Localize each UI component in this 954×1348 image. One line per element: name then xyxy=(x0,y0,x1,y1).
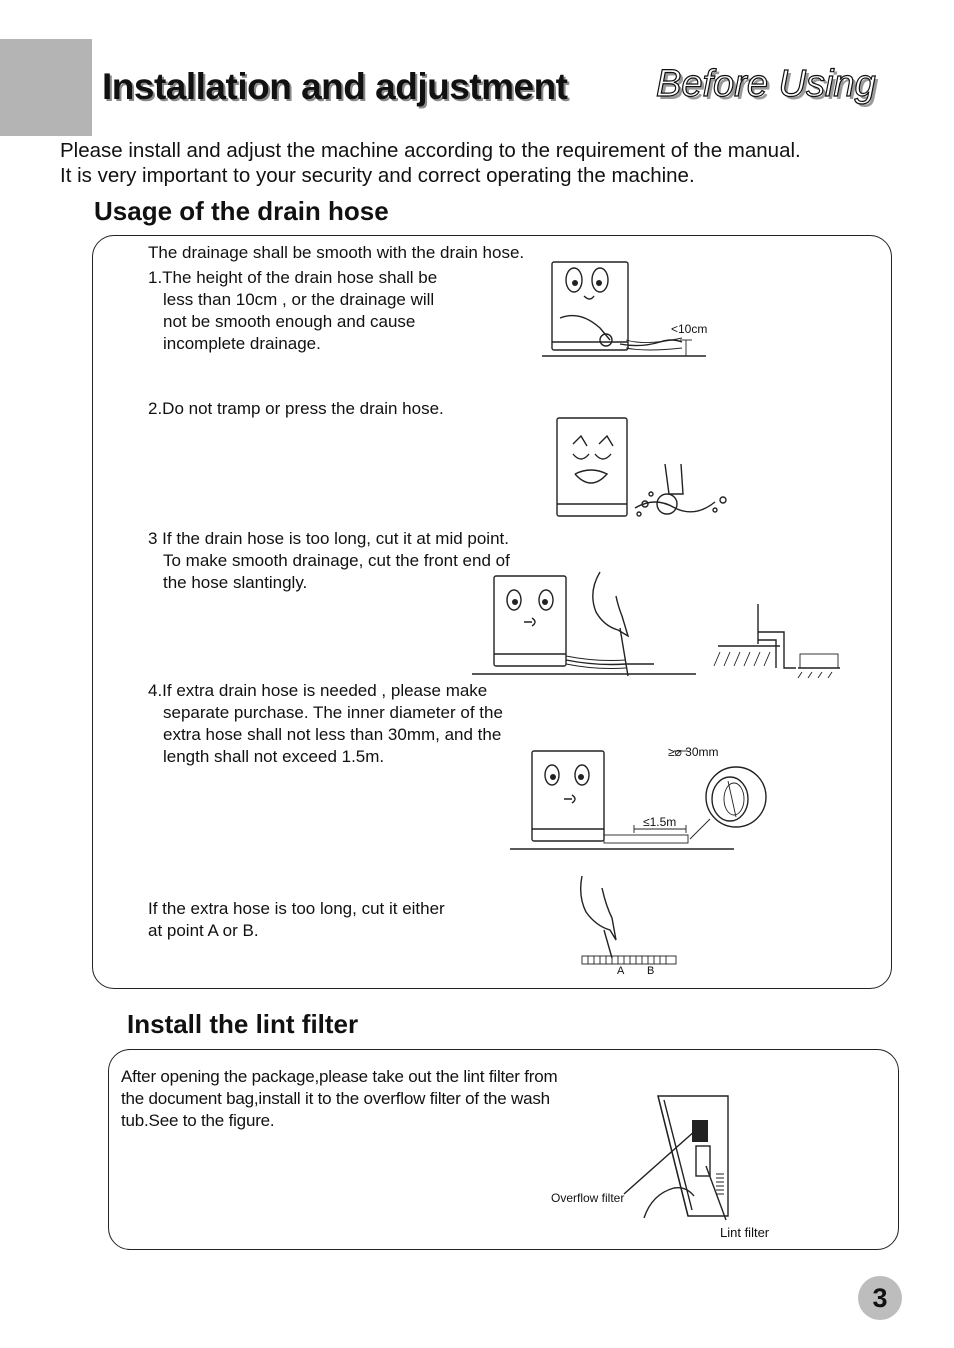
label-diameter: ≥⌀ 30mm xyxy=(668,745,719,759)
drain-hose-heading: Usage of the drain hose xyxy=(94,196,389,226)
text-line: length shall not exceed 1.5m. xyxy=(163,747,385,766)
illustration-hose-height xyxy=(540,258,710,362)
label-overflow-filter: Overflow filter xyxy=(551,1191,625,1205)
text-line: the hose slantingly. xyxy=(163,573,308,592)
label-height: <10cm xyxy=(671,322,708,336)
drain-item-5 xyxy=(148,898,445,942)
lint-filter-heading: Install the lint filter xyxy=(127,1009,359,1039)
text-line: less than 10cm , or the drainage will xyxy=(163,290,435,309)
illustration-cut-ab xyxy=(578,870,682,966)
illustration-extra-hose xyxy=(510,745,770,853)
text-line: not be smooth enough and cause xyxy=(163,312,416,331)
illustration-hose-slant xyxy=(718,602,842,676)
drain-item-4 xyxy=(148,680,503,768)
drain-lead-text: The drainage shall be smooth with the drain hose. xyxy=(148,243,525,262)
label-point-b: B xyxy=(647,965,655,977)
text-line: tub.See to the figure. xyxy=(121,1111,275,1130)
text-line: After opening the package,please take out the lint filter from xyxy=(121,1067,558,1086)
lint-filter-text xyxy=(121,1066,557,1132)
text-line: incomplete drainage. xyxy=(163,334,321,353)
header-gray-block xyxy=(0,39,92,136)
text-line: at point A or B. xyxy=(148,921,259,940)
text-line: the document bag,install it to the overflow filter of the wash xyxy=(121,1089,550,1108)
text-line: 1.The height of the drain hose shall be xyxy=(148,268,438,287)
drain-item-3 xyxy=(148,528,510,594)
label-length: ≤1.5m xyxy=(643,815,677,829)
label-point-a: A xyxy=(617,965,625,977)
intro-paragraph xyxy=(60,138,801,188)
illustration-cut-hose xyxy=(472,568,702,678)
illustration-no-tramp xyxy=(555,414,735,534)
intro-line: Please install and adjust the machine according to the requirement of the manual. xyxy=(60,139,801,162)
drain-item-1 xyxy=(148,267,437,355)
page-title: Installation and adjustment xyxy=(102,66,568,107)
drain-item-2: 2.Do not tramp or press the drain hose. xyxy=(148,399,444,418)
text-line: separate purchase. The inner diameter of the xyxy=(163,703,503,722)
text-line: extra hose shall not less than 30mm, and the xyxy=(163,725,502,744)
text-line: 3 If the drain hose is too long, cut it at mid point. xyxy=(148,529,509,548)
label-lint-filter: Lint filter xyxy=(720,1225,770,1240)
intro-line: It is very important to your security and correct operating the machine. xyxy=(60,164,695,187)
text-line: If the extra hose is too long, cut it either xyxy=(148,899,445,918)
section-title: Before Using xyxy=(656,63,876,105)
page-number: 3 xyxy=(858,1276,902,1320)
text-line: To make smooth drainage, cut the front end of xyxy=(163,551,510,570)
text-line: 4.If extra drain hose is needed , please make xyxy=(148,681,488,700)
illustration-lint-filter xyxy=(640,1090,740,1220)
